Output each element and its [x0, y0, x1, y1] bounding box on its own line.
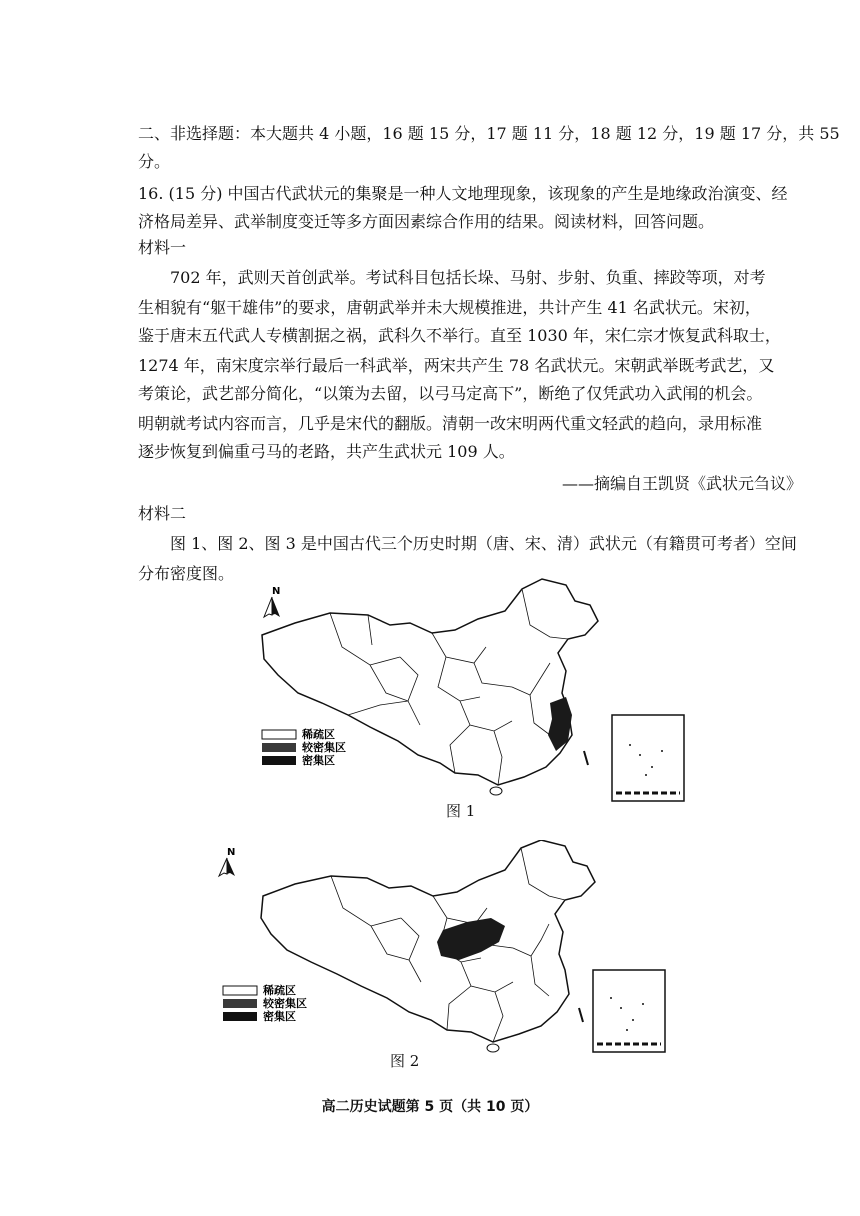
material1-line: 702 年，武则天首创武举。考试科目包括长垛、马射、步射、负重、摔跤等项，对考	[170, 268, 766, 287]
north-arrow	[219, 847, 235, 876]
section-heading-line2: 分。	[138, 152, 171, 171]
material1-label: 材料一	[138, 238, 187, 257]
north-arrow	[264, 586, 280, 617]
hainan-island	[487, 1044, 499, 1052]
map-figure-2	[215, 840, 675, 1055]
taiwan-island	[584, 751, 588, 765]
question-line2: 济格局差异、武举制度变迁等多方面因素综合作用的结果。阅读材料，回答问题。	[138, 212, 715, 231]
material1-line: 1274 年，南宋度宗举行最后一科武举，两宋共产生 78 名武状元。宋朝武举既考武艺，又	[138, 356, 775, 375]
china-outline	[261, 840, 595, 1042]
material2-line2: 分布密度图。	[138, 564, 235, 583]
figure1-caption: 图 1	[446, 802, 476, 820]
material1-line: 明朝就考试内容而言，几乎是宋代的翻版。清朝一改宋明两代重文轻武的趋向，录用标准	[138, 414, 763, 433]
legend-dense: 密集区	[302, 754, 335, 767]
hainan-island	[490, 787, 502, 795]
legend-sparse: 稀疏区	[302, 728, 335, 741]
question-line1: 16. (15 分) 中国古代武状元的集聚是一种人文地理现象，该现象的产生是地缘政治演变、经	[138, 184, 788, 203]
material2-label: 材料二	[138, 504, 187, 523]
map-figure-1	[250, 575, 695, 805]
legend-sparse: 稀疏区	[263, 984, 296, 997]
south-china-sea-inset	[612, 715, 684, 801]
taiwan-island	[579, 1008, 583, 1022]
material1-line: 逐步恢复到偏重弓马的老路，共产生武状元 109 人。	[138, 442, 515, 461]
material1-line: 考策论，武艺部分简化，“以策为去留，以弓马定高下”，断绝了仅凭武功入武闱的机会。	[138, 384, 763, 403]
page-footer: 高二历史试题第 5 页（共 10 页）	[321, 1099, 539, 1115]
material1-line: 鉴于唐末五代武人专横割据之祸，武科久不举行。直至 1030 年，宋仁宗才恢复武科取士，	[138, 326, 781, 345]
south-china-sea-inset	[593, 970, 665, 1052]
material2-line1: 图 1、图 2、图 3 是中国古代三个历史时期（唐、宋、清）武状元（有籍贯可考者）空间	[170, 534, 797, 553]
section-heading-line1: 二、非选择题：本大题共 4 小题，16 题 15 分，17 题 11 分，18 题 12 分，19 题 17 分，共 55	[138, 124, 840, 143]
figure2-caption: 图 2	[390, 1052, 420, 1070]
legend-medium: 较密集区	[302, 741, 346, 754]
map-legend	[223, 983, 307, 1023]
svg-text:N: N	[227, 847, 236, 858]
material1-line: 生相貌有“躯干雄伟”的要求，唐朝武举并未大规模推进，共计产生 41 名武状元。宋初，	[138, 298, 761, 317]
map-legend	[262, 727, 346, 767]
legend-dense: 密集区	[263, 1010, 296, 1023]
legend-medium: 较密集区	[263, 997, 307, 1010]
svg-text:N: N	[272, 586, 281, 597]
material1-source: ——摘编自王凯贤《武状元刍议》	[561, 474, 802, 493]
